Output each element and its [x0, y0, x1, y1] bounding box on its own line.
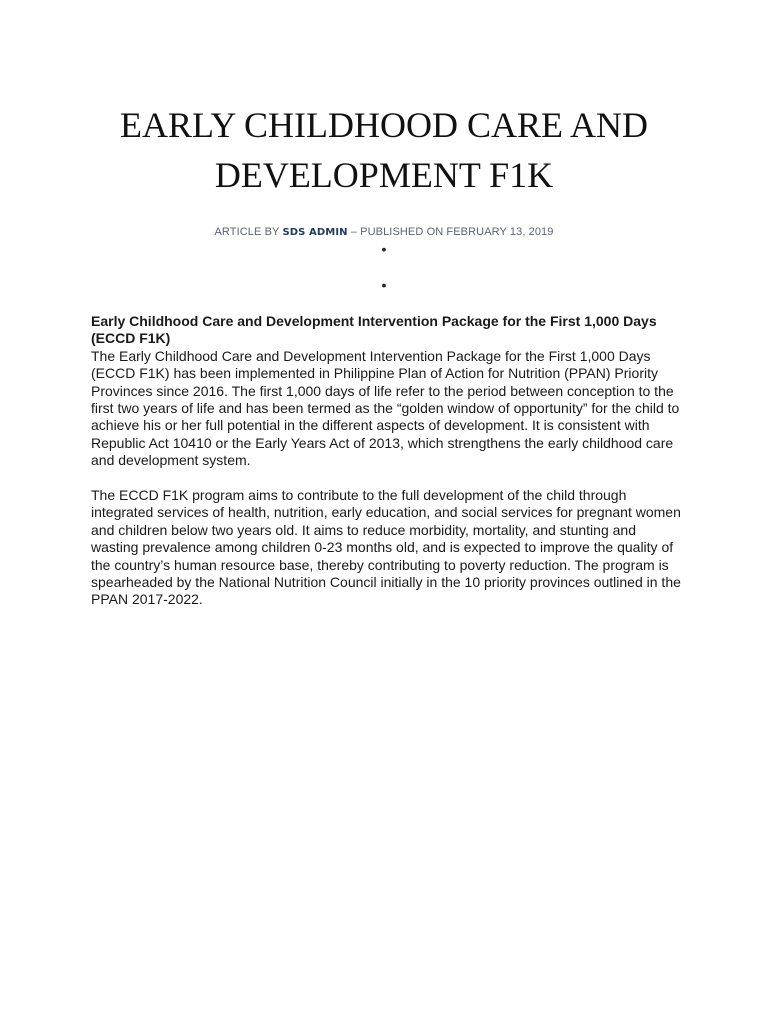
meta-by-prefix: ARTICLE BY [214, 226, 283, 238]
author-link[interactable]: SDS ADMIN [282, 227, 348, 238]
bullet-item: • [381, 277, 387, 293]
lead-heading: Early Childhood Care and Development Intervention Package for the First 1,000 Days (ECCD F1K) [91, 313, 657, 347]
body-paragraph: The ECCD F1K program aims to contribute to the full development of the child through integrated services of health, nutrition, early education, and social services for pregnant women and children below two years old. It aims to reduce morbidity, mortality, and stunting and wasting prevalence among children 0-23 months old, and is expected to improve the quality of the country’s human resource base, thereby contributing to poverty reduction. The program is spearheaded by the National Nutrition Council initially in the 10 priority provinces outlined in the PPAN 2017-2022. [91, 487, 681, 608]
article-title: EARLY CHILDHOOD CARE AND DEVELOPMENT F1K [119, 105, 649, 195]
meta-separator: – [347, 226, 361, 238]
body-paragraph: The Early Childhood Care and Development Intervention Package for the First 1,000 Days (ECCD F1K) has been implemented in Philippine Plan of Action for Nutrition (PPAN) Priority Provinces since 2016. The first 1,000 days of life refer to the period between conception to the first two years of life and has been termed as the “golden window of opportunity” for the child to achieve his or her full potential in the different aspects of development. It is consistent with Republic Act 10410 or the Early Years Act of 2013, which strengthens the early childhood care and development system. [91, 347, 680, 469]
published-date: PUBLISHED ON FEBRUARY 13, 2019 [360, 226, 554, 238]
article-body [91, 313, 683, 609]
bullet-item: • [381, 241, 387, 257]
article-meta [60, 225, 708, 240]
